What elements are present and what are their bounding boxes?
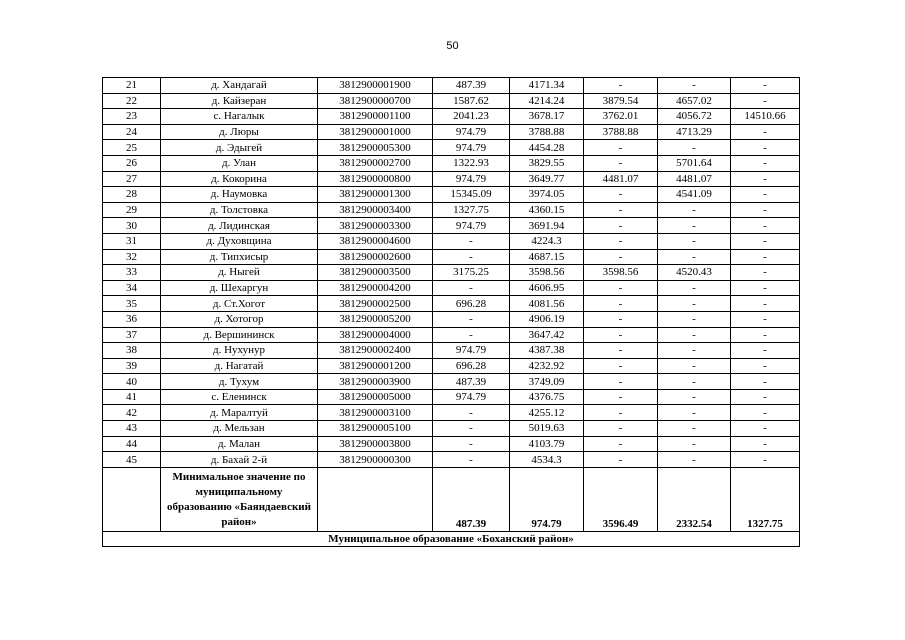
value-5: -	[731, 296, 800, 312]
value-4: -	[658, 327, 731, 343]
value-3: -	[584, 218, 658, 234]
summary-code-cell	[318, 467, 433, 531]
value-2: 3974.05	[510, 187, 584, 203]
oktmo-code: 3812900003300	[318, 218, 433, 234]
value-1: 974.79	[433, 389, 510, 405]
row-number: 34	[103, 280, 161, 296]
value-4: 4056.72	[658, 109, 731, 125]
value-2: 4232.92	[510, 358, 584, 374]
value-4: -	[658, 311, 731, 327]
value-1: -	[433, 233, 510, 249]
table-row	[103, 233, 800, 249]
value-5: -	[731, 249, 800, 265]
table-row	[103, 155, 800, 171]
table-body	[103, 78, 800, 547]
table-row	[103, 343, 800, 359]
value-4: -	[658, 389, 731, 405]
oktmo-code: 3812900000300	[318, 452, 433, 468]
value-2: 4224.3	[510, 233, 584, 249]
row-number: 21	[103, 78, 161, 94]
value-4: -	[658, 296, 731, 312]
table-row	[103, 327, 800, 343]
value-2: 3598.56	[510, 265, 584, 281]
value-1: 487.39	[433, 374, 510, 390]
value-4: -	[658, 202, 731, 218]
value-5: -	[731, 436, 800, 452]
row-number: 35	[103, 296, 161, 312]
value-5: 14510.66	[731, 109, 800, 125]
row-number: 38	[103, 343, 161, 359]
value-1: 1322.93	[433, 155, 510, 171]
table-row	[103, 124, 800, 140]
settlement-name: д. Улан	[161, 155, 318, 171]
oktmo-code: 3812900005100	[318, 421, 433, 437]
settlements-table	[102, 77, 800, 547]
table-row	[103, 389, 800, 405]
value-2: 5019.63	[510, 421, 584, 437]
value-1: 1327.75	[433, 202, 510, 218]
row-number: 23	[103, 109, 161, 125]
value-4: -	[658, 374, 731, 390]
table-row	[103, 93, 800, 109]
value-5: -	[731, 171, 800, 187]
table-row	[103, 218, 800, 234]
value-3: -	[584, 78, 658, 94]
value-5: -	[731, 155, 800, 171]
value-2: 4687.15	[510, 249, 584, 265]
summary-label: Минимальное значение по муниципальному образованию «Баяндаевский район»	[161, 467, 318, 531]
value-5: -	[731, 233, 800, 249]
value-3: -	[584, 140, 658, 156]
value-1: 696.28	[433, 296, 510, 312]
row-number: 28	[103, 187, 161, 203]
value-4: 4520.43	[658, 265, 731, 281]
value-5: -	[731, 374, 800, 390]
oktmo-code: 3812900002700	[318, 155, 433, 171]
value-1: -	[433, 421, 510, 437]
value-1: 3175.25	[433, 265, 510, 281]
settlement-name: д. Толстовка	[161, 202, 318, 218]
value-5: -	[731, 265, 800, 281]
settlement-name: д. Нагатай	[161, 358, 318, 374]
value-4: -	[658, 140, 731, 156]
value-3: -	[584, 233, 658, 249]
value-3: -	[584, 389, 658, 405]
section-row	[103, 531, 800, 546]
value-5: -	[731, 327, 800, 343]
value-2: 3691.94	[510, 218, 584, 234]
row-number: 29	[103, 202, 161, 218]
oktmo-code: 3812900005300	[318, 140, 433, 156]
table-row	[103, 452, 800, 468]
table-row	[103, 249, 800, 265]
oktmo-code: 3812900002500	[318, 296, 433, 312]
settlement-name: д. Ст.Хогот	[161, 296, 318, 312]
value-5: -	[731, 202, 800, 218]
summary-num-cell	[103, 467, 161, 531]
row-number: 30	[103, 218, 161, 234]
oktmo-code: 3812900004600	[318, 233, 433, 249]
value-4: -	[658, 343, 731, 359]
value-4: 4713.29	[658, 124, 731, 140]
value-3: -	[584, 202, 658, 218]
row-number: 27	[103, 171, 161, 187]
settlement-name: д. Бахай 2-й	[161, 452, 318, 468]
value-2: 4606.95	[510, 280, 584, 296]
oktmo-code: 3812900001300	[318, 187, 433, 203]
value-5: -	[731, 124, 800, 140]
value-5: -	[731, 93, 800, 109]
settlement-name: д. Наумовка	[161, 187, 318, 203]
table-row	[103, 311, 800, 327]
value-1: 974.79	[433, 171, 510, 187]
value-3: 3598.56	[584, 265, 658, 281]
value-1: 696.28	[433, 358, 510, 374]
section-title: Муниципальное образование «Боханский район»	[103, 531, 800, 546]
oktmo-code: 3812900003400	[318, 202, 433, 218]
value-1: -	[433, 327, 510, 343]
value-2: 3649.77	[510, 171, 584, 187]
value-5: -	[731, 187, 800, 203]
value-3: -	[584, 436, 658, 452]
table-row	[103, 109, 800, 125]
oktmo-code: 3812900003100	[318, 405, 433, 421]
value-1: -	[433, 249, 510, 265]
value-2: 4454.28	[510, 140, 584, 156]
row-number: 45	[103, 452, 161, 468]
value-5: -	[731, 140, 800, 156]
settlement-name: д. Тухум	[161, 374, 318, 390]
table-row	[103, 187, 800, 203]
value-5: -	[731, 78, 800, 94]
value-1: 15345.09	[433, 187, 510, 203]
value-3: -	[584, 249, 658, 265]
value-2: 3749.09	[510, 374, 584, 390]
settlement-name: д. Вершининск	[161, 327, 318, 343]
value-2: 4171.34	[510, 78, 584, 94]
value-4: -	[658, 280, 731, 296]
oktmo-code: 3812900001900	[318, 78, 433, 94]
settlement-name: д. Кокорина	[161, 171, 318, 187]
row-number: 43	[103, 421, 161, 437]
value-5: -	[731, 280, 800, 296]
value-5: -	[731, 452, 800, 468]
value-5: -	[731, 218, 800, 234]
value-5: -	[731, 343, 800, 359]
row-number: 44	[103, 436, 161, 452]
value-1: 2041.23	[433, 109, 510, 125]
oktmo-code: 3812900001200	[318, 358, 433, 374]
table-row	[103, 140, 800, 156]
table-row	[103, 78, 800, 94]
row-number: 33	[103, 265, 161, 281]
value-4: -	[658, 358, 731, 374]
oktmo-code: 3812900000800	[318, 171, 433, 187]
oktmo-code: 3812900003800	[318, 436, 433, 452]
value-3: -	[584, 374, 658, 390]
value-3: -	[584, 187, 658, 203]
value-4: -	[658, 218, 731, 234]
table-row	[103, 405, 800, 421]
value-1: -	[433, 405, 510, 421]
table-row	[103, 436, 800, 452]
value-3: -	[584, 327, 658, 343]
row-number: 39	[103, 358, 161, 374]
value-1: 974.79	[433, 218, 510, 234]
value-4: -	[658, 436, 731, 452]
value-2: 4376.75	[510, 389, 584, 405]
value-3: 3879.54	[584, 93, 658, 109]
table-row	[103, 280, 800, 296]
oktmo-code: 3812900001100	[318, 109, 433, 125]
value-3: -	[584, 280, 658, 296]
value-3: -	[584, 421, 658, 437]
settlement-name: д. Малан	[161, 436, 318, 452]
value-5: -	[731, 421, 800, 437]
oktmo-code: 3812900004000	[318, 327, 433, 343]
settlement-name: д. Хотогор	[161, 311, 318, 327]
value-5: -	[731, 358, 800, 374]
value-3: 4481.07	[584, 171, 658, 187]
value-4: 4481.07	[658, 171, 731, 187]
settlement-name: д. Люры	[161, 124, 318, 140]
oktmo-code: 3812900001000	[318, 124, 433, 140]
settlement-name: д. Духовщина	[161, 233, 318, 249]
value-3: -	[584, 343, 658, 359]
table-row	[103, 171, 800, 187]
settlement-name: д. Типхисыр	[161, 249, 318, 265]
row-number: 41	[103, 389, 161, 405]
row-number: 24	[103, 124, 161, 140]
table-row	[103, 374, 800, 390]
oktmo-code: 3812900005200	[318, 311, 433, 327]
row-number: 31	[103, 233, 161, 249]
value-1: -	[433, 311, 510, 327]
summary-value-5: 1327.75	[731, 467, 800, 531]
value-2: 4906.19	[510, 311, 584, 327]
value-4: -	[658, 249, 731, 265]
settlement-name: д. Ныгей	[161, 265, 318, 281]
row-number: 22	[103, 93, 161, 109]
oktmo-code: 3812900005000	[318, 389, 433, 405]
value-3: -	[584, 452, 658, 468]
value-1: -	[433, 436, 510, 452]
value-5: -	[731, 311, 800, 327]
value-4: 5701.64	[658, 155, 731, 171]
value-1: 1587.62	[433, 93, 510, 109]
value-4: -	[658, 78, 731, 94]
value-4: -	[658, 233, 731, 249]
oktmo-code: 3812900004200	[318, 280, 433, 296]
value-3: 3762.01	[584, 109, 658, 125]
value-2: 4103.79	[510, 436, 584, 452]
value-1: 974.79	[433, 140, 510, 156]
value-2: 4255.12	[510, 405, 584, 421]
value-2: 4387.38	[510, 343, 584, 359]
settlement-name: д. Кайзеран	[161, 93, 318, 109]
row-number: 36	[103, 311, 161, 327]
value-3: -	[584, 405, 658, 421]
settlement-name: д. Нухунур	[161, 343, 318, 359]
row-number: 37	[103, 327, 161, 343]
oktmo-code: 3812900002400	[318, 343, 433, 359]
value-3: -	[584, 155, 658, 171]
row-number: 32	[103, 249, 161, 265]
table-row	[103, 296, 800, 312]
value-2: 3788.88	[510, 124, 584, 140]
value-4: -	[658, 421, 731, 437]
value-1: -	[433, 452, 510, 468]
summary-value-2: 974.79	[510, 467, 584, 531]
row-number: 40	[103, 374, 161, 390]
value-2: 4214.24	[510, 93, 584, 109]
value-2: 4360.15	[510, 202, 584, 218]
value-5: -	[731, 405, 800, 421]
settlement-name: д. Шехаргун	[161, 280, 318, 296]
table-row	[103, 265, 800, 281]
settlement-name: д. Мельзан	[161, 421, 318, 437]
oktmo-code: 3812900002600	[318, 249, 433, 265]
oktmo-code: 3812900003500	[318, 265, 433, 281]
value-5: -	[731, 389, 800, 405]
settlement-name: д. Эдыгей	[161, 140, 318, 156]
settlement-name: с. Еленинск	[161, 389, 318, 405]
oktmo-code: 3812900000700	[318, 93, 433, 109]
table-row	[103, 421, 800, 437]
table-row	[103, 358, 800, 374]
row-number: 42	[103, 405, 161, 421]
value-2: 4081.56	[510, 296, 584, 312]
settlement-name: д. Лидинская	[161, 218, 318, 234]
value-4: -	[658, 452, 731, 468]
value-1: 487.39	[433, 78, 510, 94]
value-2: 4534.3	[510, 452, 584, 468]
oktmo-code: 3812900003900	[318, 374, 433, 390]
value-4: 4657.02	[658, 93, 731, 109]
value-2: 3678.17	[510, 109, 584, 125]
table-row	[103, 202, 800, 218]
value-1: 974.79	[433, 343, 510, 359]
value-2: 3829.55	[510, 155, 584, 171]
value-3: 3788.88	[584, 124, 658, 140]
value-3: -	[584, 311, 658, 327]
value-1: 974.79	[433, 124, 510, 140]
summary-value-3: 3596.49	[584, 467, 658, 531]
settlement-name: с. Нагалык	[161, 109, 318, 125]
row-number: 26	[103, 155, 161, 171]
value-4: 4541.09	[658, 187, 731, 203]
value-3: -	[584, 296, 658, 312]
value-4: -	[658, 405, 731, 421]
value-3: -	[584, 358, 658, 374]
settlement-name: д. Хандагай	[161, 78, 318, 94]
value-2: 3647.42	[510, 327, 584, 343]
page-number: 50	[446, 40, 459, 52]
summary-value-1: 487.39	[433, 467, 510, 531]
row-number: 25	[103, 140, 161, 156]
value-1: -	[433, 280, 510, 296]
summary-row	[103, 467, 800, 531]
settlement-name: д. Маралтуй	[161, 405, 318, 421]
summary-value-4: 2332.54	[658, 467, 731, 531]
